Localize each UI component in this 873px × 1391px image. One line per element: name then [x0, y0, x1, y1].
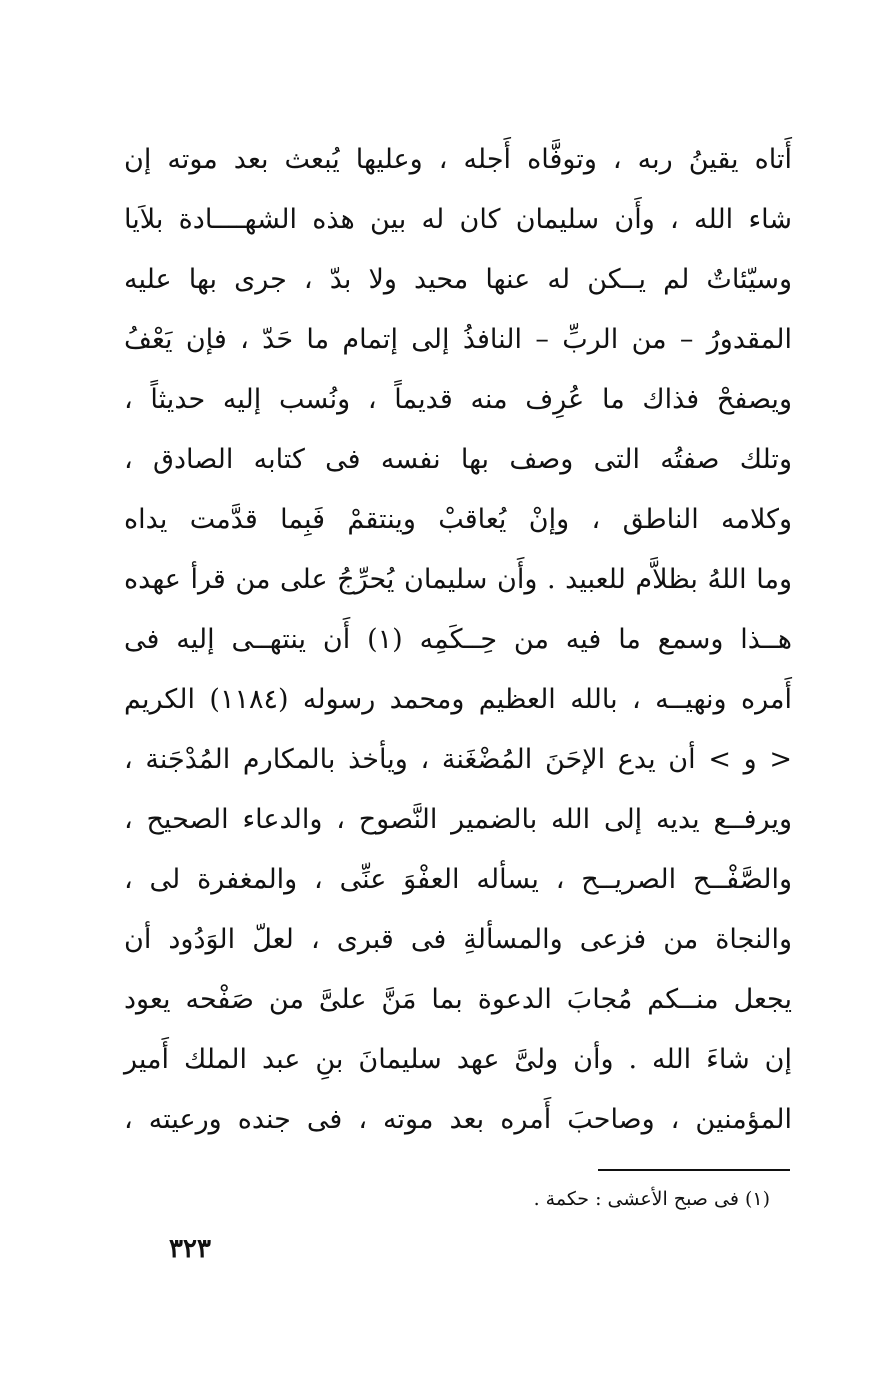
text-line: والنجاة من فزعى والمسألةِ فى قبرى ، لعلّ الوَدُود أن [124, 924, 792, 955]
text-line: إن شاءَ الله . وأن ولىَّ عهد سليمانَ بنِ عبد الملك أَمير [124, 1044, 792, 1075]
text-line: هــذا وسمع ما فيه من حِــكَمِه (١) أَن ينتهــى إليه فى [124, 624, 792, 655]
footnote: (١) فى صبح الأعشى : حكمة . [533, 1188, 770, 1210]
text-line: وكلامه الناطق ، وإنْ يُعاقبْ وينتقمْ فَبِما قدَّمت يداه [124, 504, 792, 535]
body-text [124, 132, 792, 1152]
text-line: والصَّفْــح الصريــح ، يسأله العفْوَ عنِّى ، والمغفرة لى ، [124, 864, 792, 895]
text-line: وسيّئاتٌ لم يــكن له عنها محيد ولا بدّ ، جرى بها عليه [124, 264, 792, 295]
text-line: المؤمنين ، وصاحبَ أَمره بعد موته ، فى جنده ورعيته ، [124, 1104, 792, 1135]
text-line: المقدورُ – من الربِّ – النافذُ إلى إتمام ما حَدّ ، فإن يَعْفُ [124, 324, 792, 355]
page-number: ٣٢٣ [169, 1234, 211, 1264]
text-line: يجعل منــكم مُجابَ الدعوة بما مَنَّ علىَّ من صَفْحه يعود [124, 984, 792, 1015]
footnote-divider [598, 1169, 790, 1171]
text-line: < و > أن يدع الإحَنَ المُضْغَنة ، ويأخذ بالمكارم المُدْجَنة ، [124, 744, 792, 775]
text-line: وما اللهُ بظلاَّم للعبيد . وأَن سليمان يُحرِّجُ على من قرأ عهده [124, 564, 792, 595]
text-line: أَمره ونهيــه ، بالله العظيم ومحمد رسوله (١١٨٤) الكريم [124, 684, 792, 715]
text-line: وتلك صفتُه التى وصف بها نفسه فى كتابه الصادق ، [124, 444, 792, 475]
text-line: شاء الله ، وأَن سليمان كان له بين هذه الشهــــادة بلاَيا [124, 204, 792, 235]
text-line: ويصفحْ فذاك ما عُرِف منه قديماً ، ونُسب إليه حديثاً ، [124, 384, 792, 415]
text-line: ويرفــع يديه إلى الله بالضمير النَّصوح ، والدعاء الصحيح ، [124, 804, 792, 835]
text-line: أَتاه يقينُ ربه ، وتوفَّاه أَجله ، وعليها يُبعث بعد موته إن [124, 144, 792, 175]
